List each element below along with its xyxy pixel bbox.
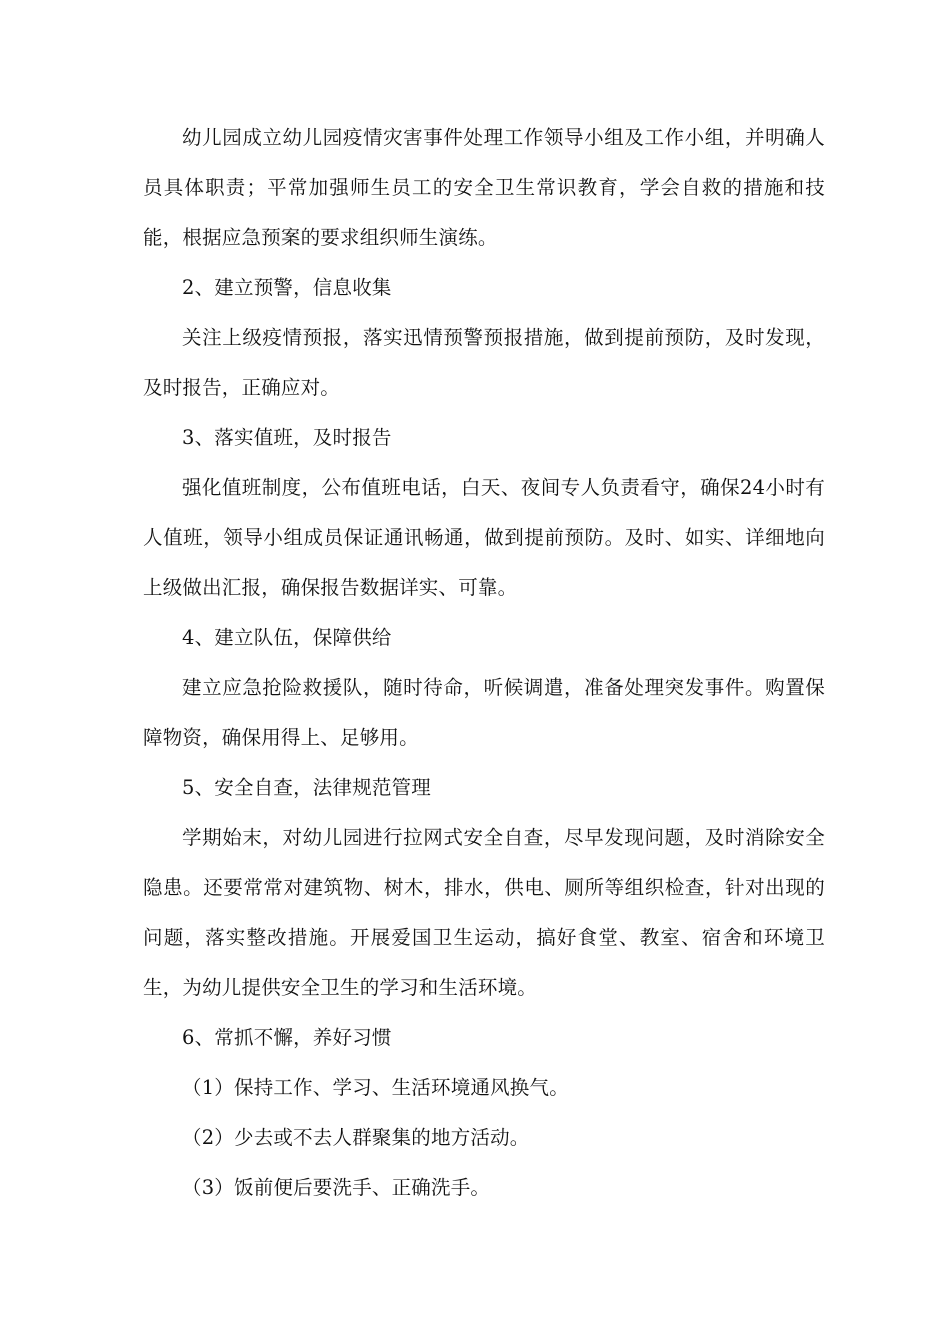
list-item-avoid-crowds: （2）少去或不去人群聚集的地方活动。 — [182, 1126, 530, 1149]
paragraph-duty-reporting: 强化值班制度，公布值班电话，白天、夜间专人负责看守，确保24小时有人值班，领导小组成员保证通讯畅通，做到提前预防。及时、如实、详细地向上级做出汇报，确保报告数据详实、可靠。 — [143, 476, 825, 599]
list-item-ventilation: （1）保持工作、学习、生活环境通风换气。 — [182, 1076, 569, 1099]
list-item-hand-washing: （3）饭前便后要洗手、正确洗手。 — [182, 1176, 491, 1199]
paragraph-leadership-group: 幼儿园成立幼儿园疫情灾害事件处理工作领导小组及工作小组，并明确人员具体职责；平常加强师生员工的安全卫生常识教育，学会自救的措施和技能，根据应急预案的要求组织师生演练。 — [143, 126, 825, 249]
heading-good-habits: 6、常抓不懈，养好习惯 — [182, 1026, 392, 1049]
paragraph-safety-inspection: 学期始末，对幼儿园进行拉网式安全自查，尽早发现问题，及时消除安全隐患。还要常常对建筑物、树木，排水，供电、厕所等组织检查，针对出现的问题，落实整改措施。开展爱国卫生运动，搞好食堂、教室、宿舍和环境卫生，为幼儿提供安全卫生的学习和生活环境。 — [143, 826, 825, 999]
heading-early-warning: 2、建立预警，信息收集 — [182, 276, 392, 299]
paragraph-early-warning: 关注上级疫情预报，落实迅情预警预报措施，做到提前预防，及时发现，及时报告，正确应对。 — [143, 326, 825, 399]
heading-safety-inspection: 5、安全自查，法律规范管理 — [182, 776, 432, 799]
heading-duty-reporting: 3、落实值班，及时报告 — [182, 426, 392, 449]
document-body — [143, 113, 825, 1213]
paragraph-team-supply: 建立应急抢险救援队，随时待命，听候调遣，准备处理突发事件。购置保障物资，确保用得上、足够用。 — [143, 676, 825, 749]
heading-team-supply: 4、建立队伍，保障供给 — [182, 626, 392, 649]
